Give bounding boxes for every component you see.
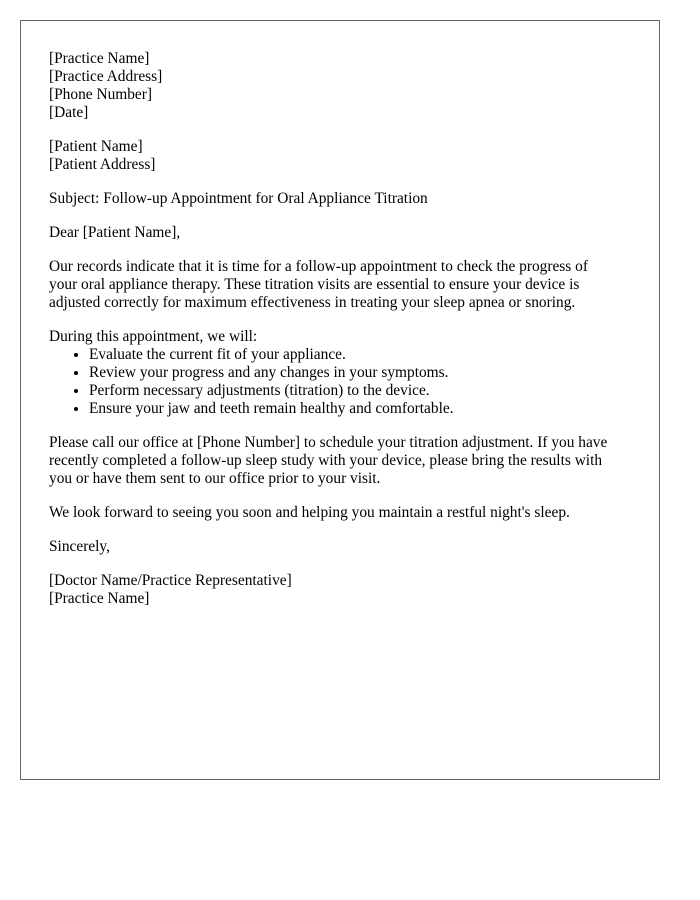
list-intro: During this appointment, we will:: [49, 328, 258, 345]
list-item: • Review your progress and any changes in your symptoms.: [89, 364, 631, 382]
signature-name: [Doctor Name/Practice Representative]: [49, 572, 292, 589]
paragraph-line: adjusted correctly for maximum effectiveness in treating your sleep apnea or snoring.: [49, 294, 576, 311]
sender-block: [49, 50, 631, 122]
list-item: • Ensure your jaw and teeth remain healthy and comfortable.: [89, 400, 631, 418]
letter-date: [Date]: [49, 104, 89, 121]
body-paragraph-3: We look forward to seeing you soon and helping you maintain a restful night's sleep.: [49, 504, 570, 521]
closing: Sincerely,: [49, 538, 110, 555]
subject-line: Subject: Follow-up Appointment for Oral Appliance Titration: [49, 190, 428, 207]
letter-document: [20, 20, 660, 780]
paragraph-line: your oral appliance therapy. These titration visits are essential to ensure your device is: [49, 276, 580, 293]
salutation: Dear [Patient Name],: [49, 224, 181, 241]
paragraph-line: Our records indicate that it is time for a follow-up appointment to check the progress of: [49, 258, 588, 275]
paragraph-line: Please call our office at [Phone Number] to schedule your titration adjustment. If you have: [49, 434, 608, 451]
signature-block: [49, 572, 631, 608]
recipient-patient-name: [Patient Name]: [49, 138, 143, 155]
sender-practice-name: [Practice Name]: [49, 50, 150, 67]
list-item: • Evaluate the current fit of your appliance.: [89, 346, 631, 364]
appointment-task-list: [49, 346, 631, 418]
body-paragraph-1: [49, 258, 631, 312]
signature-practice: [Practice Name]: [49, 590, 150, 607]
recipient-block: [49, 138, 631, 174]
sender-practice-address: [Practice Address]: [49, 68, 163, 85]
sender-phone-number: [Phone Number]: [49, 86, 153, 103]
recipient-patient-address: [Patient Address]: [49, 156, 156, 173]
paragraph-line: recently completed a follow-up sleep study with your device, please bring the results with: [49, 452, 603, 469]
body-paragraph-2: [49, 434, 631, 488]
paragraph-line: you or have them sent to our office prior to your visit.: [49, 470, 381, 487]
list-item: • Perform necessary adjustments (titration) to the device.: [89, 382, 631, 400]
